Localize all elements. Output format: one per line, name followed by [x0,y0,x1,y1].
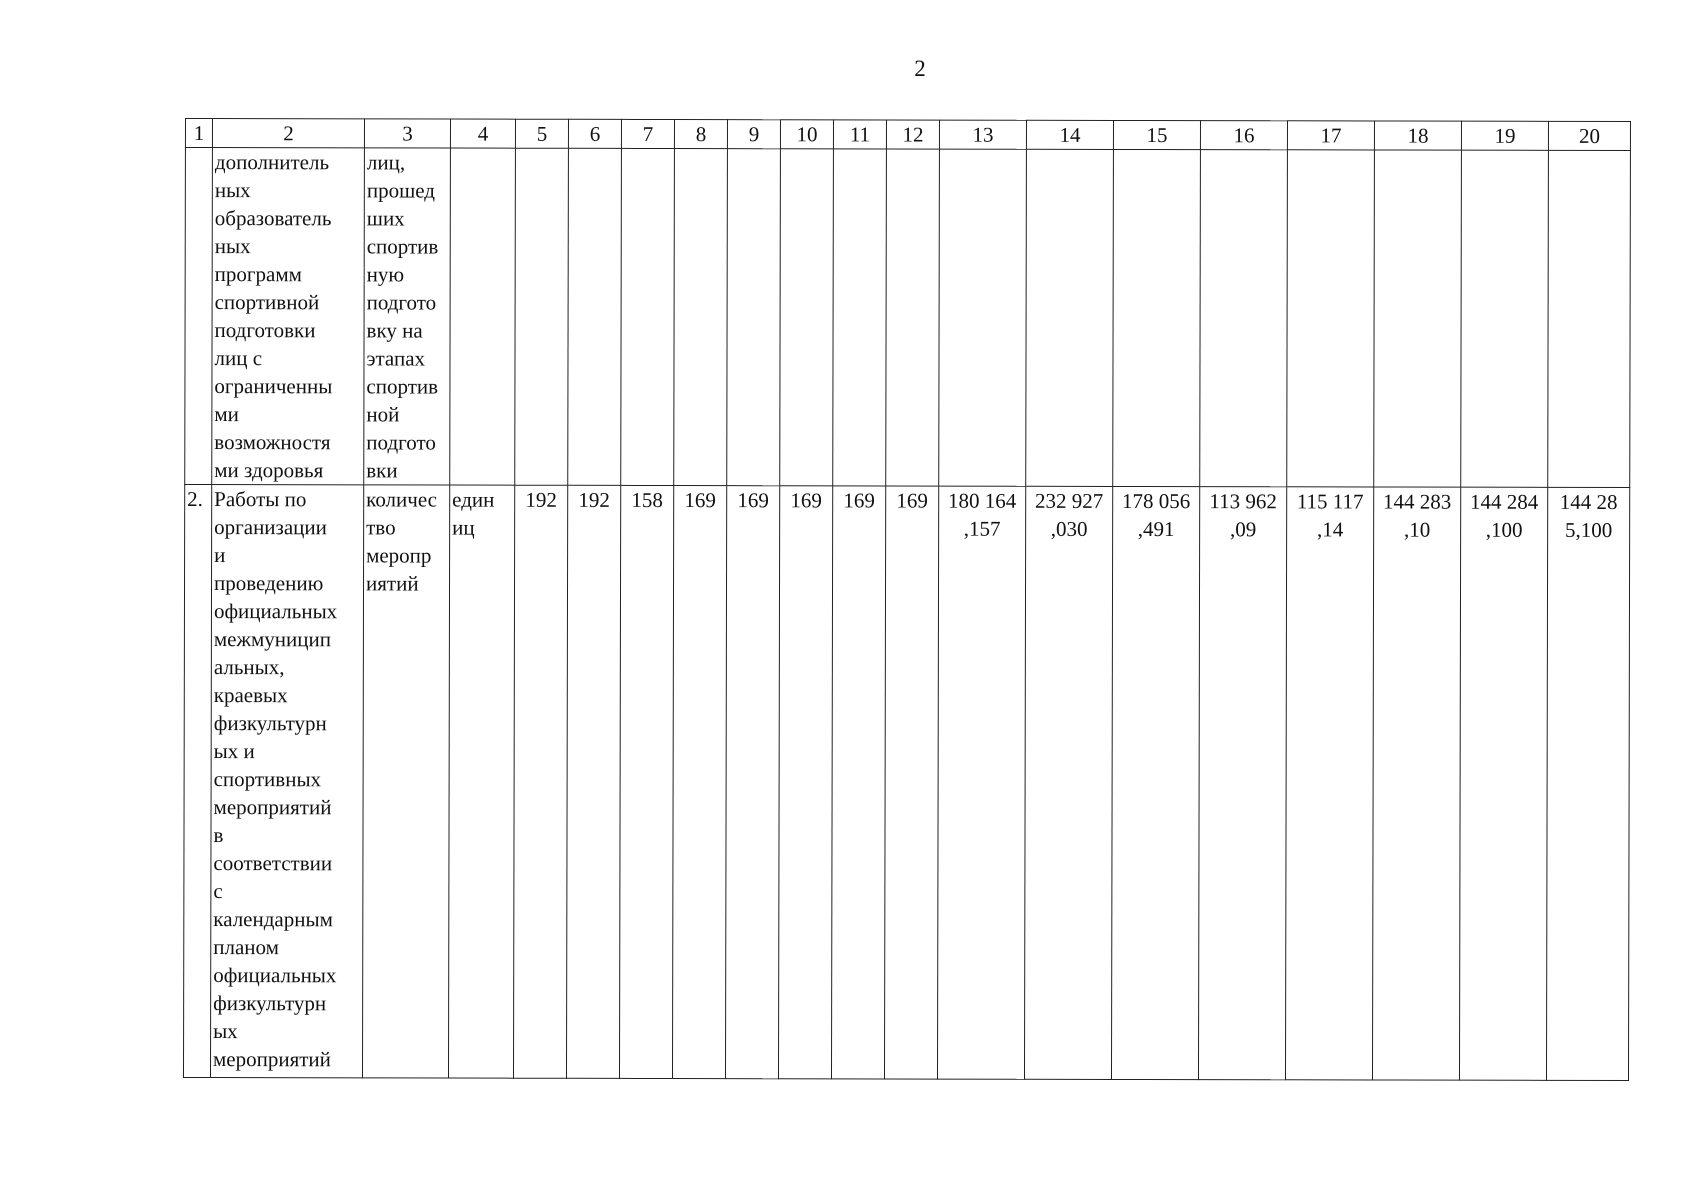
value-cell [674,149,728,486]
column-number-header: 10 [780,120,833,149]
value-cell: 158 [619,485,673,1078]
value-cell [515,148,569,485]
column-number-header: 14 [1026,120,1113,149]
amount-cell: 144 28 5,100 [1546,487,1629,1080]
column-number-header: 15 [1113,120,1200,149]
amount-cell: 178 056 ,491 [1111,486,1199,1079]
service-name-cell: Работы по организации и проведению официальных межмуницип альных, краевых физкультурн ых и спортивных мероприятий в соответствии с календарным планом официальных физкультурн ых мероприятий [210,485,363,1078]
services-table [183,118,1631,1081]
value-cell: 169 [884,486,938,1079]
amount-cell: 144 283 ,10 [1372,487,1460,1080]
amount-cell [1113,149,1201,486]
value-cell [886,149,940,486]
amount-cell: 115 117 ,14 [1285,487,1373,1080]
amount-cell [939,149,1027,486]
value-cell: 192 [566,485,620,1078]
value-cell [833,149,887,486]
column-number-header: 6 [568,119,621,148]
column-number-header: 11 [833,120,886,149]
column-number-header: 4 [450,119,515,148]
column-number-header: 1 [185,119,212,148]
service-name-cell: дополнитель ных образователь ных программ спортивной подготовки лиц с ограниченны ми возможностя ми здоровья [212,148,365,485]
unit-cell [450,148,516,485]
column-number-header: 2 [212,119,364,148]
value-cell: 169 [778,486,832,1079]
value-cell: 169 [672,486,726,1079]
column-number-header: 17 [1287,121,1374,150]
column-number-header: 12 [886,120,939,149]
amount-cell: 232 927 ,030 [1024,486,1112,1079]
column-number-header: 13 [939,120,1026,149]
row-number-cell: 2. [183,485,211,1078]
column-number-header: 20 [1548,121,1630,150]
column-number-header: 5 [515,119,568,148]
value-cell: 169 [831,486,885,1079]
value-cell [727,149,781,486]
column-number-header: 18 [1374,121,1461,150]
unit-cell: един иц [448,485,514,1078]
page-number: 2 [914,56,926,81]
value-cell [780,149,834,486]
column-number-header: 19 [1461,121,1548,150]
amount-cell [1548,150,1631,487]
column-number-header: 9 [727,120,780,149]
amount-cell: 180 164 ,157 [937,486,1025,1079]
amount-cell [1461,150,1549,487]
amount-cell: 113 962 ,09 [1198,487,1286,1080]
column-number-header: 8 [674,120,727,149]
amount-cell [1200,150,1288,487]
value-cell: 192 [513,485,567,1078]
row-number-cell [185,148,213,485]
amount-cell [1374,150,1462,487]
value-cell [621,148,675,485]
table-row [183,485,1629,1081]
column-number-header: 3 [364,119,450,148]
column-number-header: 7 [621,119,674,148]
table-row [185,148,1631,488]
amount-cell [1026,149,1114,486]
column-number-header: 16 [1200,121,1287,150]
amount-cell [1287,150,1375,487]
indicator-name-cell: лиц, прошед ших спортив ную подгото вку на этапах спортив ной подгото вки [364,148,451,485]
indicator-name-cell: количес тво меропр иятий [362,485,449,1078]
table-header-row [185,119,1630,151]
value-cell: 169 [725,486,779,1079]
amount-cell: 144 284 ,100 [1459,487,1547,1080]
value-cell [568,148,622,485]
